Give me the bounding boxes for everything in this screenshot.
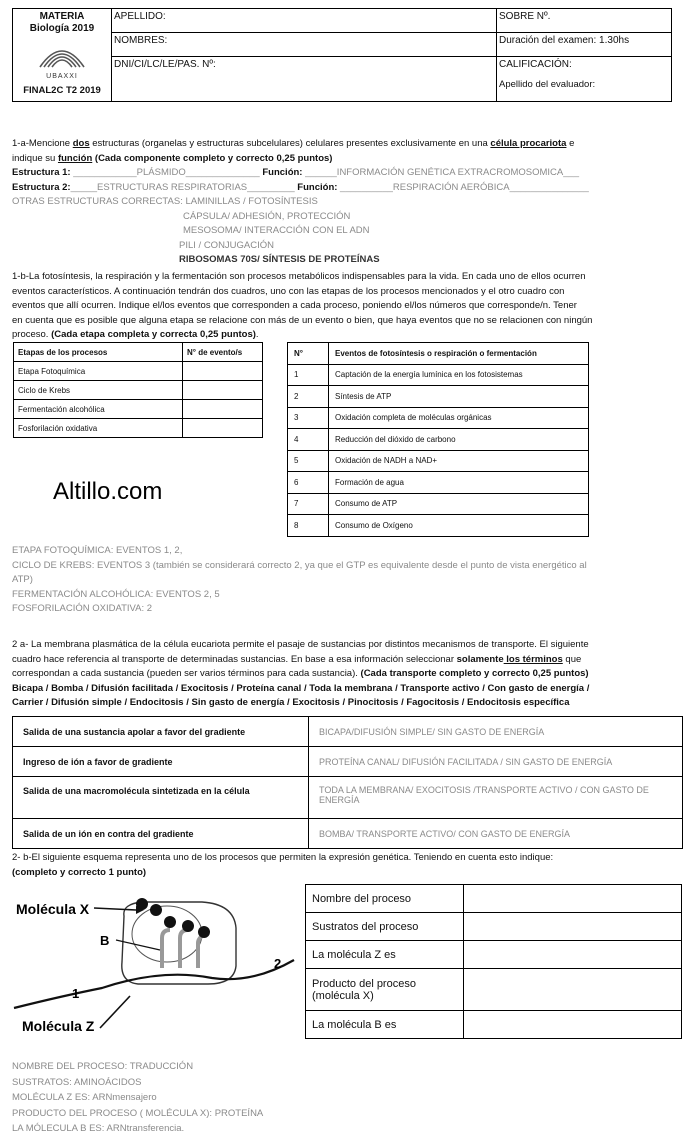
evaluador-label: Apellido del evaluador: bbox=[499, 79, 596, 90]
question-1b bbox=[12, 270, 677, 343]
ubaxxi-text: UBAXXI bbox=[46, 73, 78, 80]
q1a-line1: 1-a-Mencione dos estructuras (organelas y estructuras subcelulares) celulares presentes exclusivamente en una célula procariota e bbox=[12, 138, 575, 149]
table-row: 4 Reducción del dióxido de carbono bbox=[288, 429, 589, 451]
eventos-table bbox=[287, 342, 589, 537]
molecula-x-label: Molécula X bbox=[16, 901, 90, 917]
transporte-answer[interactable]: BICAPA/DIFUSIÓN SIMPLE/ SIN GASTO DE ENERGÍA bbox=[309, 717, 683, 747]
q1b-line5: proceso. (Cada etapa completa y correcta 0,25 puntos). bbox=[12, 329, 259, 340]
answer-line: SUSTRATOS: AMINOÁCIDOS bbox=[12, 1076, 142, 1088]
evento-header: N° de evento/s bbox=[183, 343, 263, 362]
table-row: Salida de una macromolécula sintetizada en la célula TODA LA MEMBRANA/ EXOCITOSIS /TRANSPORTE ACTIVO / CON GASTO DE ENERGÍA bbox=[13, 777, 683, 819]
evento-input[interactable] bbox=[183, 381, 263, 400]
traduccion-diagram bbox=[12, 888, 297, 1038]
q1a-line2: indique su función (Cada componente completo y correcto 0,25 puntos) bbox=[12, 152, 333, 164]
numero-header: N° bbox=[288, 343, 329, 365]
calificacion-label: CALIFICACIÓN: bbox=[499, 59, 572, 70]
extremo-1-label: 1 bbox=[72, 986, 80, 1001]
sobre-field[interactable]: SOBRE Nº. bbox=[497, 9, 672, 33]
table-row: Salida de un ión en contra del gradiente BOMBA/ TRANSPORTE ACTIVO/ CON GASTO DE ENERGÍA bbox=[13, 819, 683, 849]
nombres-field[interactable]: NOMBRES: bbox=[112, 33, 497, 57]
transporte-answer[interactable]: PROTEÍNA CANAL/ DIFUSIÓN FACILITADA / SIN GASTO DE ENERGÍA bbox=[309, 747, 683, 777]
evento-input[interactable] bbox=[183, 362, 263, 381]
answer-line: PRODUCTO DEL PROCESO ( MOLÉCULA X): PROTEÍNA bbox=[12, 1107, 264, 1119]
question-2a bbox=[12, 638, 677, 711]
transporte-answer[interactable]: TODA LA MEMBRANA/ EXOCITOSIS /TRANSPORTE ACTIVO / CON GASTO DE ENERGÍA bbox=[309, 777, 683, 819]
table-row: La molécula Z es bbox=[306, 941, 682, 969]
calificacion-cell[interactable] bbox=[497, 57, 672, 102]
proceso-answer[interactable] bbox=[464, 885, 682, 913]
table-row: Ingreso de ión a favor de gradiente PROTEÍNA CANAL/ DIFUSIÓN FACILITADA / SIN GASTO DE ENERGÍA bbox=[13, 747, 683, 777]
transporte-table bbox=[12, 716, 683, 849]
etapas-header: Etapas de los procesos bbox=[14, 343, 183, 362]
table-row: Ciclo de Krebs bbox=[14, 381, 263, 400]
q1b-line1: 1-b-La fotosíntesis, la respiración y la fermentación son procesos metabólicos indispensables para la vida. En cada uno de ellos ocurren bbox=[12, 271, 586, 282]
proceso-answer[interactable] bbox=[464, 1011, 682, 1039]
proceso-table bbox=[305, 884, 682, 1039]
table-row: Fermentación alcohólica bbox=[14, 400, 263, 419]
table-row: La molécula B es bbox=[306, 1011, 682, 1039]
q1b-line3: eventos que allí ocurren. Indique el/los eventos que corresponden a cada proceso, poniendo el/los números que corresponde/n. Tener bbox=[12, 300, 577, 311]
otras-estructuras-4: PILI / CONJUGACIÓN bbox=[179, 239, 275, 251]
table-row: Salida de una sustancia apolar a favor del gradiente BICAPA/DIFUSIÓN SIMPLE/ SIN GASTO DE ENERGÍA bbox=[13, 717, 683, 747]
question-1a bbox=[12, 137, 677, 268]
estructura-1-row: Estructura 1: ____________PLÁSMIDO______________ Función: ______INFORMACIÓN GENÉTICA EXTRACROMOSOMICA___ bbox=[12, 167, 580, 178]
answer-line: CICLO DE KREBS: EVENTOS 3 (también se considerará correcto 2, ya que el GTP es equivalente desde el punto de vista energético al bbox=[12, 559, 587, 571]
proceso-answer[interactable] bbox=[464, 969, 682, 1011]
answer-line: ATP) bbox=[12, 574, 33, 585]
subject-cell bbox=[13, 9, 112, 102]
question-2b bbox=[12, 851, 677, 880]
q1b-line4: en cuenta que es posible que alguna etapa se relacione con más de un evento o bien, que haya eventos que no se relacionen con ningún bbox=[12, 314, 593, 326]
answer-line: MOLÉCULA Z ES: ARNmensajero bbox=[12, 1092, 157, 1103]
b-label: B bbox=[100, 933, 110, 948]
table-row: 2 Síntesis de ATP bbox=[288, 386, 589, 408]
q2a-terms-line2: Carrier / Difusión simple / Endocitosis / Sin gasto de energía / Exocitosis / Pinocitosis / Fagocitosis / Endocitosis específica bbox=[12, 697, 570, 708]
ubaxxi-logo-icon bbox=[32, 37, 92, 73]
otras-estructuras-2: CÁPSULA/ ADHESIÓN, PROTECCIÓN bbox=[183, 210, 351, 222]
q2a-terms-line1: Bicapa / Bomba / Difusión facilitada / Exocitosis / Proteína canal / Toda la membrana / Transporte activo / Con gasto de energía / bbox=[12, 682, 590, 694]
altillo-watermark: Altillo.com bbox=[53, 478, 163, 505]
q1b-line2: eventos característicos. A continuación tendrán dos cuadros, uno con las etapas de los procesos mencionados y el otro cuadro con bbox=[12, 285, 565, 297]
table-row: 8 Consumo de Oxígeno bbox=[288, 515, 589, 537]
table-row: Fosforilación oxidativa bbox=[14, 419, 263, 438]
otras-estructuras-5: RIBOSOMAS 70S/ SÍNTESIS DE PROTEÍNAS bbox=[179, 254, 380, 265]
q2b-line2: (completo y correcto 1 punto) bbox=[12, 866, 147, 878]
materia-label: MATERIA bbox=[39, 11, 85, 22]
biologia-label: Biología 2019 bbox=[29, 23, 95, 34]
answers-2b bbox=[12, 1059, 677, 1137]
q2a-line3: correspondan a cada sustancia (pueden ser varios términos para cada sustancia). (Cada transporte completo y correcto 0,25 puntos) bbox=[12, 668, 589, 679]
table-row: Producto del proceso (molécula X) bbox=[306, 969, 682, 1011]
duracion-cell: Duración del examen: 1.30hs bbox=[497, 33, 672, 57]
etapas-table bbox=[13, 342, 263, 438]
q2a-line1: 2 a- La membrana plasmática de la célula eucariota permite el pasaje de sustancias por distintos mecanismos de transporte. El siguiente bbox=[12, 639, 589, 650]
molecula-z-label: Molécula Z bbox=[22, 1018, 95, 1034]
molecula-z-arrow bbox=[100, 996, 130, 1028]
otras-estructuras-3: MESOSOMA/ INTERACCIÓN CON EL ADN bbox=[183, 225, 370, 236]
otras-estructuras-1: OTRAS ESTRUCTURAS CORRECTAS: LAMINILLAS / FOTOSÍNTESIS bbox=[12, 196, 318, 207]
table-row: 5 Oxidación de NADH a NAD+ bbox=[288, 450, 589, 472]
proceso-answer[interactable] bbox=[464, 941, 682, 969]
transporte-answer[interactable]: BOMBA/ TRANSPORTE ACTIVO/ CON GASTO DE ENERGÍA bbox=[309, 819, 683, 849]
table-row: Nombre del proceso bbox=[306, 885, 682, 913]
answer-line: LA MÓLECULA B ES: ARNtransferencia. bbox=[12, 1123, 185, 1134]
extremo-2-label: 2 bbox=[274, 956, 282, 971]
answers-1b bbox=[12, 544, 677, 617]
estructura-2-row: Estructura 2:_____ESTRUCTURAS RESPIRATORIAS_________ Función: __________RESPIRACIÓN AERÓBICA_______________ bbox=[12, 181, 589, 193]
evento-input[interactable] bbox=[183, 400, 263, 419]
exam-header bbox=[12, 8, 672, 102]
dni-field[interactable]: DNI/CI/LC/LE/PAS. Nº: bbox=[112, 57, 497, 102]
answer-line: FERMENTACIÓN ALCOHÓLICA: EVENTOS 2, 5 bbox=[12, 588, 220, 600]
answer-line: FOSFORILACIÓN OXIDATIVA: 2 bbox=[12, 603, 153, 614]
table-row: 7 Consumo de ATP bbox=[288, 493, 589, 515]
table-row: 1 Captación de la energía lumínica en los fotosistemas bbox=[288, 364, 589, 386]
answer-line: NOMBRE DEL PROCESO: TRADUCCIÓN bbox=[12, 1061, 194, 1072]
final-label: FINAL2C T2 2019 bbox=[23, 85, 101, 96]
table-row: Etapa Fotoquímica bbox=[14, 362, 263, 381]
q2a-line2: cuadro hace referencia al transporte de determinadas sustancias. En base a esa información seleccionar solamente los términos que bbox=[12, 653, 582, 665]
table-row: Sustratos del proceso bbox=[306, 913, 682, 941]
eventos-header: Eventos de fotosíntesis o respiración o fermentación bbox=[329, 343, 589, 365]
proceso-answer[interactable] bbox=[464, 913, 682, 941]
answer-line: ETAPA FOTOQUÍMICA: EVENTOS 1, 2, bbox=[12, 545, 183, 556]
table-row: 3 Oxidación completa de moléculas orgánicas bbox=[288, 407, 589, 429]
evento-input[interactable] bbox=[183, 419, 263, 438]
apellido-field[interactable]: APELLIDO: bbox=[112, 9, 497, 33]
table-row: 6 Formación de agua bbox=[288, 472, 589, 494]
q2b-line1: 2- b-El siguiente esquema representa uno de los procesos que permiten la expresión genética. Teniendo en cuenta esto indique: bbox=[12, 852, 554, 863]
